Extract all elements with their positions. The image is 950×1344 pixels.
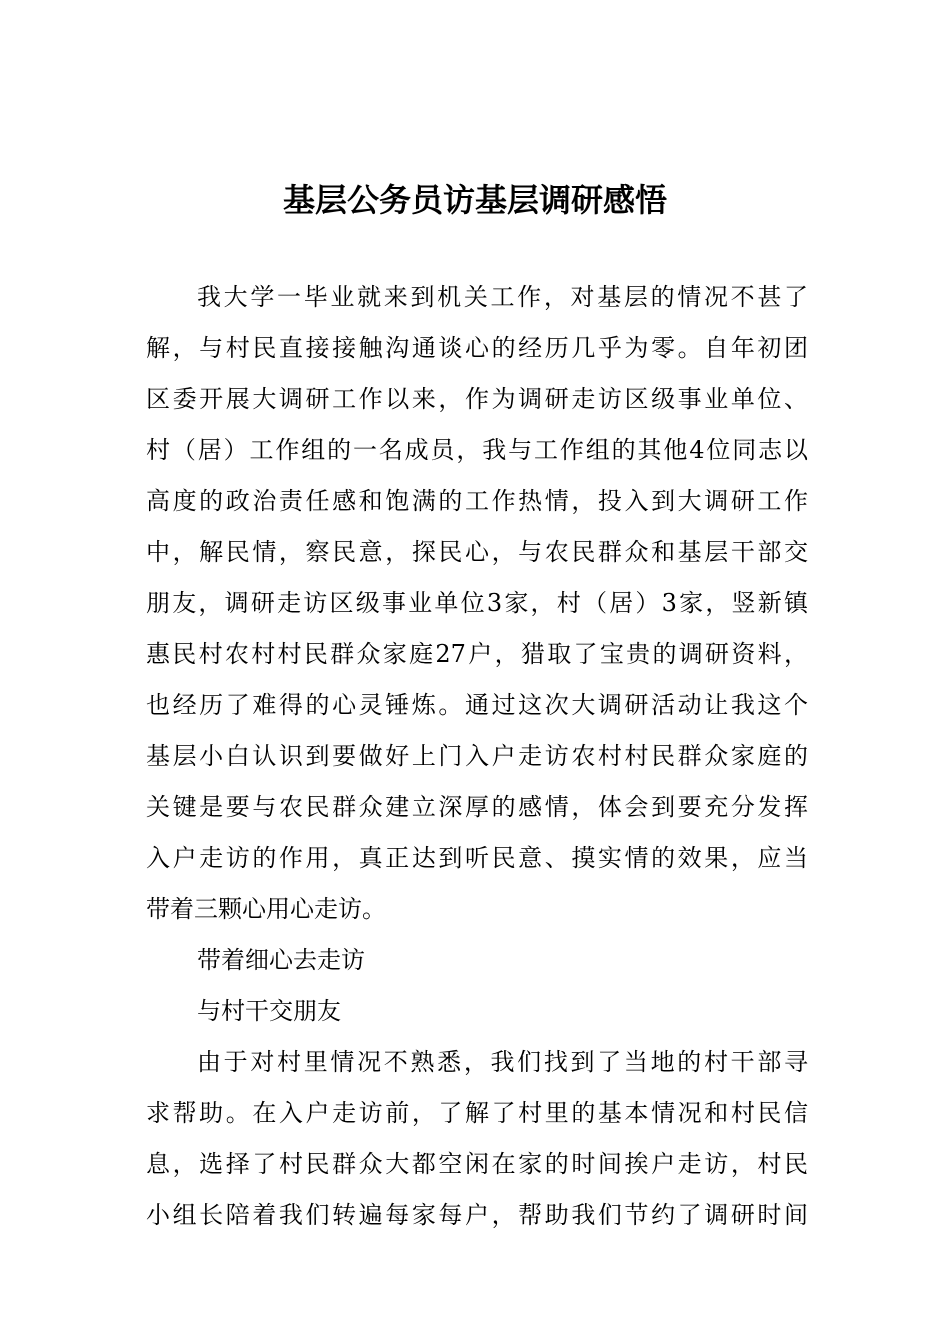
document-body: [146, 272, 808, 1241]
text-line: 区委开展大调研工作以来，作为调研走访区级事业单位、: [146, 385, 808, 413]
paragraph: [146, 272, 808, 935]
text-line: 基层小白认识到要做好上门入户走访农村村民群众家庭的: [146, 742, 808, 770]
text-line: 中，解民情，察民意，探民心，与农民群众和基层干部交: [146, 538, 808, 566]
document-title: 基层公务员访基层调研感悟: [282, 181, 667, 219]
text-line: 带着细心去走访: [197, 946, 365, 974]
text-line: 朋友，调研走访区级事业单位3家，村（居）3家，竖新镇: [146, 589, 808, 617]
section-heading: [146, 935, 808, 986]
text-line: 由于对村里情况不熟悉，我们找到了当地的村干部寻: [197, 1048, 808, 1076]
text-line: 村（居）工作组的一名成员，我与工作组的其他4位同志以: [146, 436, 808, 464]
text-line: 小组长陪着我们转遍每家每户，帮助我们节约了调研时间: [146, 1201, 808, 1229]
text-line: 求帮助。在入户走访前，了解了村里的基本情况和村民信: [146, 1099, 808, 1127]
paragraph: [146, 1037, 808, 1241]
text-line: 也经历了难得的心灵锤炼。通过这次大调研活动让我这个: [146, 691, 808, 719]
text-line: 与村干交朋友: [197, 997, 341, 1025]
text-line: 入户走访的作用，真正达到听民意、摸实情的效果，应当: [146, 844, 808, 872]
text-line: 高度的政治责任感和饱满的工作热情，投入到大调研工作: [146, 487, 808, 515]
text-line: 惠民村农村村民群众家庭27户，猎取了宝贵的调研资料，: [146, 640, 808, 668]
text-line: 解，与村民直接接触沟通谈心的经历几乎为零。自年初团: [146, 334, 808, 362]
subsection-heading: [146, 986, 808, 1037]
text-line: 息，选择了村民群众大都空闲在家的时间挨户走访，村民: [146, 1150, 808, 1178]
text-line: 关键是要与农民群众建立深厚的感情，体会到要充分发挥: [146, 793, 808, 821]
text-line: 带着三颗心用心走访。: [146, 895, 386, 923]
text-line: 我大学一毕业就来到机关工作，对基层的情况不甚了: [197, 283, 808, 311]
